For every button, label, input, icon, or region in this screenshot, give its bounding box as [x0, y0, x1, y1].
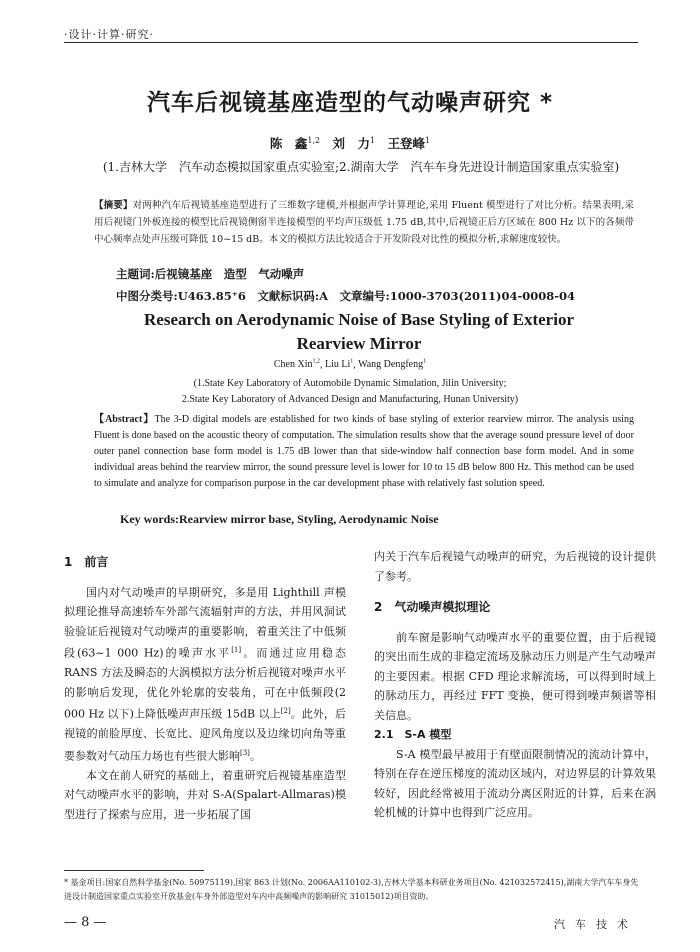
- section1-heading: 1 前言: [64, 555, 109, 569]
- journal-name: 汽车技术: [554, 918, 638, 931]
- keywords-cn: 主题词:后视镜基座 造型 气动噪声: [116, 267, 305, 281]
- left-column: [64, 547, 346, 824]
- title-en-line1: Research on Aerodynamic Noise of Base Styling of Exterior: [144, 310, 574, 329]
- page-number: — 8 —: [64, 915, 107, 930]
- abstract-en-label: 【Abstract】: [94, 414, 155, 425]
- affiliation-en-1: (1.State Key Laboratory of Automobile Dynamic Simulation, Jilin University;: [193, 378, 507, 389]
- section-label: ·设计·计算·研究·: [64, 28, 154, 41]
- section1-paragraph1: 国内对气动噪声的早期研究，多是用 Lighthill 声模拟理论推导高速轿车外部气流辐射声的方法，并用风洞试验验证后视镜对气动噪声的重要影响，着重关注了中低频段(63~1 000 Hz)的噪声水平[1]。而通过应用稳态 RANS 方法及瞬态的大涡模拟方法分析后视镜对噪声水平的影响后发现，优化外轮廓的安装角，可在中低频段(2 000 Hz 以下)上降低噪声声压级 15dB 以上[2]。此外，后视镜的前脸厚度、长宽比、迎风角度以及边缘切向角等重要参数对气动压力场也有些很大影响[3]。: [64, 585, 346, 763]
- abstract-en: [94, 412, 634, 492]
- abstract-cn: [94, 197, 634, 248]
- author-en-3: Wang Dengfeng$^1$: [358, 359, 427, 371]
- classification-cn: 中图分类号:U463.85⁺6 文献标识码:A 文章编号:1000-3703(2011)04-0008-04: [116, 289, 576, 303]
- affiliation-cn: (1.吉林大学 汽车动态模拟国家重点实验室;2.湖南大学 汽车车身先进设计制造国家重点实验室): [102, 160, 620, 174]
- author-en-2: Liu Li$^1$: [324, 359, 354, 371]
- abstract-cn-label: 【摘要】: [94, 200, 133, 211]
- header-rule: [64, 42, 638, 43]
- footnote: * 基金项目:国家自然科学基金(No. 50975119),国家 863 计划(No. 2006AA110102-3),吉林大学基本科研业务项目(No. 421032572415),湖南大学汽车车身先进设计制造国家重点实验室开放基金(车身外部造型对车内中高频噪声的影响研究 31015012)项目资助。: [64, 878, 639, 901]
- section1-paragraph2: 本文在前人研究的基础上，着重研究后视镜基座造型对气动噪声水平的影响，并对 S-A(Spalart-Allmaras)模型进行了探索与应用，进一步拓展了国: [64, 768, 346, 821]
- author-en-1: Chen Xin$^{1,2}$: [273, 359, 320, 371]
- author-cn-2: 刘 力$^1$: [332, 135, 376, 151]
- section2-1-paragraph1: S-A 模型最早被用于有壁面限制情况的流动计算中，特别在存在逆压梯度的流动区域内，对边界层的计算效果较好，因此经常被用于流动分离区附近的计算，后来在涡轮机械的计算中也得到广泛应用。: [374, 747, 656, 819]
- section1-paragraph2-continued: 内关于汽车后视镜气动噪声的研究，为后视镜的设计提供了参考。: [374, 550, 656, 583]
- title-en: [80, 308, 638, 356]
- section2-heading: 2 气动噪声模拟理论: [374, 600, 491, 614]
- title-en-line2: Rearview Mirror: [296, 334, 422, 353]
- section2-paragraph1: 前车窗是影响气动噪声水平的重要位置，由于后视镜的突出而生成的非稳定流场及脉动压力则是产生气动噪声的主要因素。根据 CFD 理论求解流场，可以得到时域上的脉动压力，再经过 FFT 变换，便可得到噪声频谱等相关信息。: [374, 630, 656, 722]
- keywords-en: Key words:Rearview mirror base, Styling, Aerodynamic Noise: [120, 512, 439, 526]
- affiliation-en-2: 2.State Key Laboratory of Advanced Design and Manufacturing, Hunan University): [181, 393, 519, 405]
- authors-en: Chen Xin$^{1,2}$, Liu Li$^1$, Wang Dengfeng$^1$: [273, 359, 427, 371]
- footnote-rule: [64, 870, 204, 871]
- author-cn-1: 陈 鑫$^{1,2}$: [269, 135, 321, 151]
- section2-1-heading: 2.1 S-A 模型: [374, 728, 452, 741]
- abstract-cn-text: 对两种汽车后视镜基座造型进行了三维数字建模,并根据声学计算理论,采用 Fluent 模型进行了对比分析。结果表明,采用后视镜门外板连接的模型比后视镜侧窗半连接模型的平均声压级低 1.75 dB,其中,后视镜正后方区域在 800 Hz 以下的各频带中心频率点处声压级可降低 10~15 dB。本文的模拟方法比较适合于开发阶段对比性的模拟分析,求解速度较快。: [94, 200, 634, 245]
- abstract-en-text: The 3-D digital models are established for two kinds of base styling of exterior rearview mirror. The analysis using Fluent is done based on the acoustic theory of computation. The simulation results show that the average sound pressure level of door outer panel connection base form model is 1.75 dB lower than that side-window half connection base form model. And in some individual areas behind the rearview mirror, the sound pressure level is lower for 10 to 15 dB below 800 Hz. This method can be used to simulate and analyze for comparison purpose in the car development phase with relatively fast solution speed.: [94, 414, 634, 489]
- author-cn-3: 王登峰$^1$: [387, 135, 431, 151]
- title-cn: 汽车后视镜基座造型的气动噪声研究 *: [146, 90, 554, 116]
- right-column: [374, 547, 656, 823]
- authors-cn: [0, 134, 700, 152]
- affiliation-en: [0, 376, 700, 407]
